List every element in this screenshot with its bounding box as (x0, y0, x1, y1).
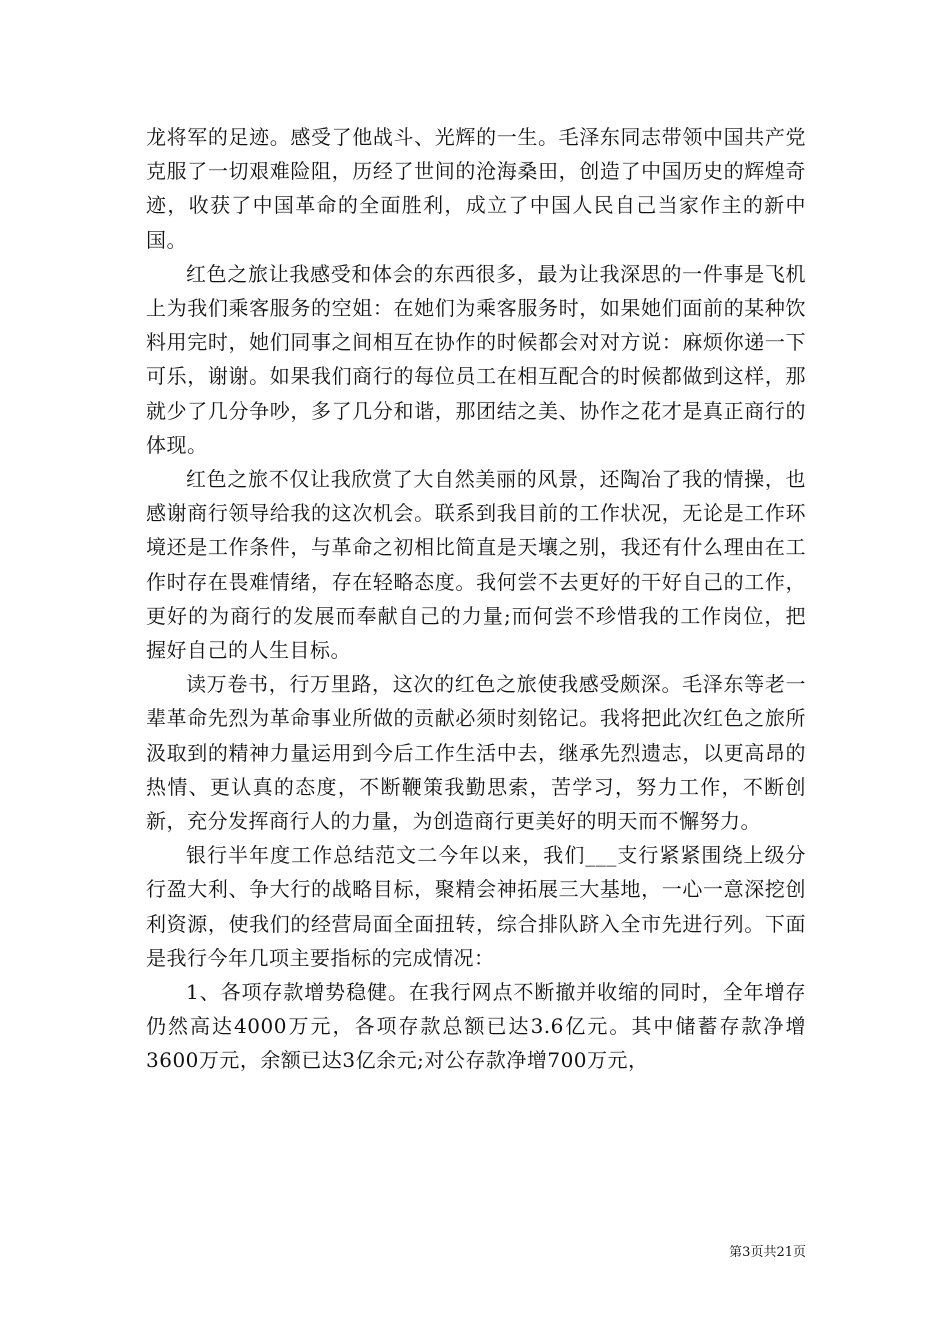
paragraph-summary-intro: 银行半年度工作总结范文二今年以来，我们___支行紧紧围绕上级分行盈大利、争大行的战略目标，聚精会神拓展三大基地，一心一意深挖创利资源，使我们的经营局面全面扭转，综合排队跻入全市先进行列。下面是我行今年几项主要指标的完成情况： (146, 843, 806, 970)
paragraph-red-tour-flight: 红色之旅让我感受和体会的东西很多，最为让我深思的一件事是飞机上为我们乘客服务的空姐：在她们为乘客服务时，如果她们面前的某种饮料用完时，她们同事之间相互在协作的时候都会对对方说：麻烦你递一下可乐，谢谢。如果我们商行的每位员工在相互配合的时候都做到这样，那就少了几分争吵，多了几分和谐，那团结之美、协作之花才是真正商行的体现。 (146, 261, 806, 457)
document-body (146, 120, 806, 1078)
paragraph-red-tour-scenery: 红色之旅不仅让我欣赏了大自然美丽的风景，还陶冶了我的情操，也感谢商行领导给我的这次机会。联系到我目前的工作状况，无论是工作环境还是工作条件，与革命之初相比简直是天壤之别，我还有什么理由在工作时存在畏难情绪，存在轻略态度。我何尝不去更好的干好自己的工作，更好的为商行的发展而奉献自己的力量;而何尝不珍惜我的工作岗位，把握好自己的人生目标。 (146, 467, 806, 663)
page-number-footer: 第3页共21页 (729, 1245, 806, 1260)
paragraph-deposit-growth: 1、各项存款增势稳健。在我行网点不断撤并收缩的同时，全年增存仍然高达4000万元，各项存款总额已达3.6亿元。其中储蓄存款净增3600万元，余额已达3亿余元;对公存款净增700万元， (146, 980, 806, 1073)
paragraph-continuation: 龙将军的足迹。感受了他战斗、光辉的一生。毛泽东同志带领中国共产党克服了一切艰难险阻，历经了世间的沧海桑田，创造了中国历史的辉煌奇迹，收获了中国革命的全面胜利，成立了中国人民自己当家作主的新中国。 (146, 125, 806, 252)
paragraph-red-tour-reflection: 读万卷书，行万里路，这次的红色之旅使我感受颇深。毛泽东等老一辈革命先烈为革命事业所做的贡献必须时刻铭记。我将把此次红色之旅所汲取到的精神力量运用到今后工作生活中去，继承先烈遗志，以更高昂的热情、更认真的态度，不断鞭策我勤思索，苦学习，努力工作，不断创新，充分发挥商行人的力量，为创造商行更美好的明天而不懈努力。 (146, 672, 806, 834)
